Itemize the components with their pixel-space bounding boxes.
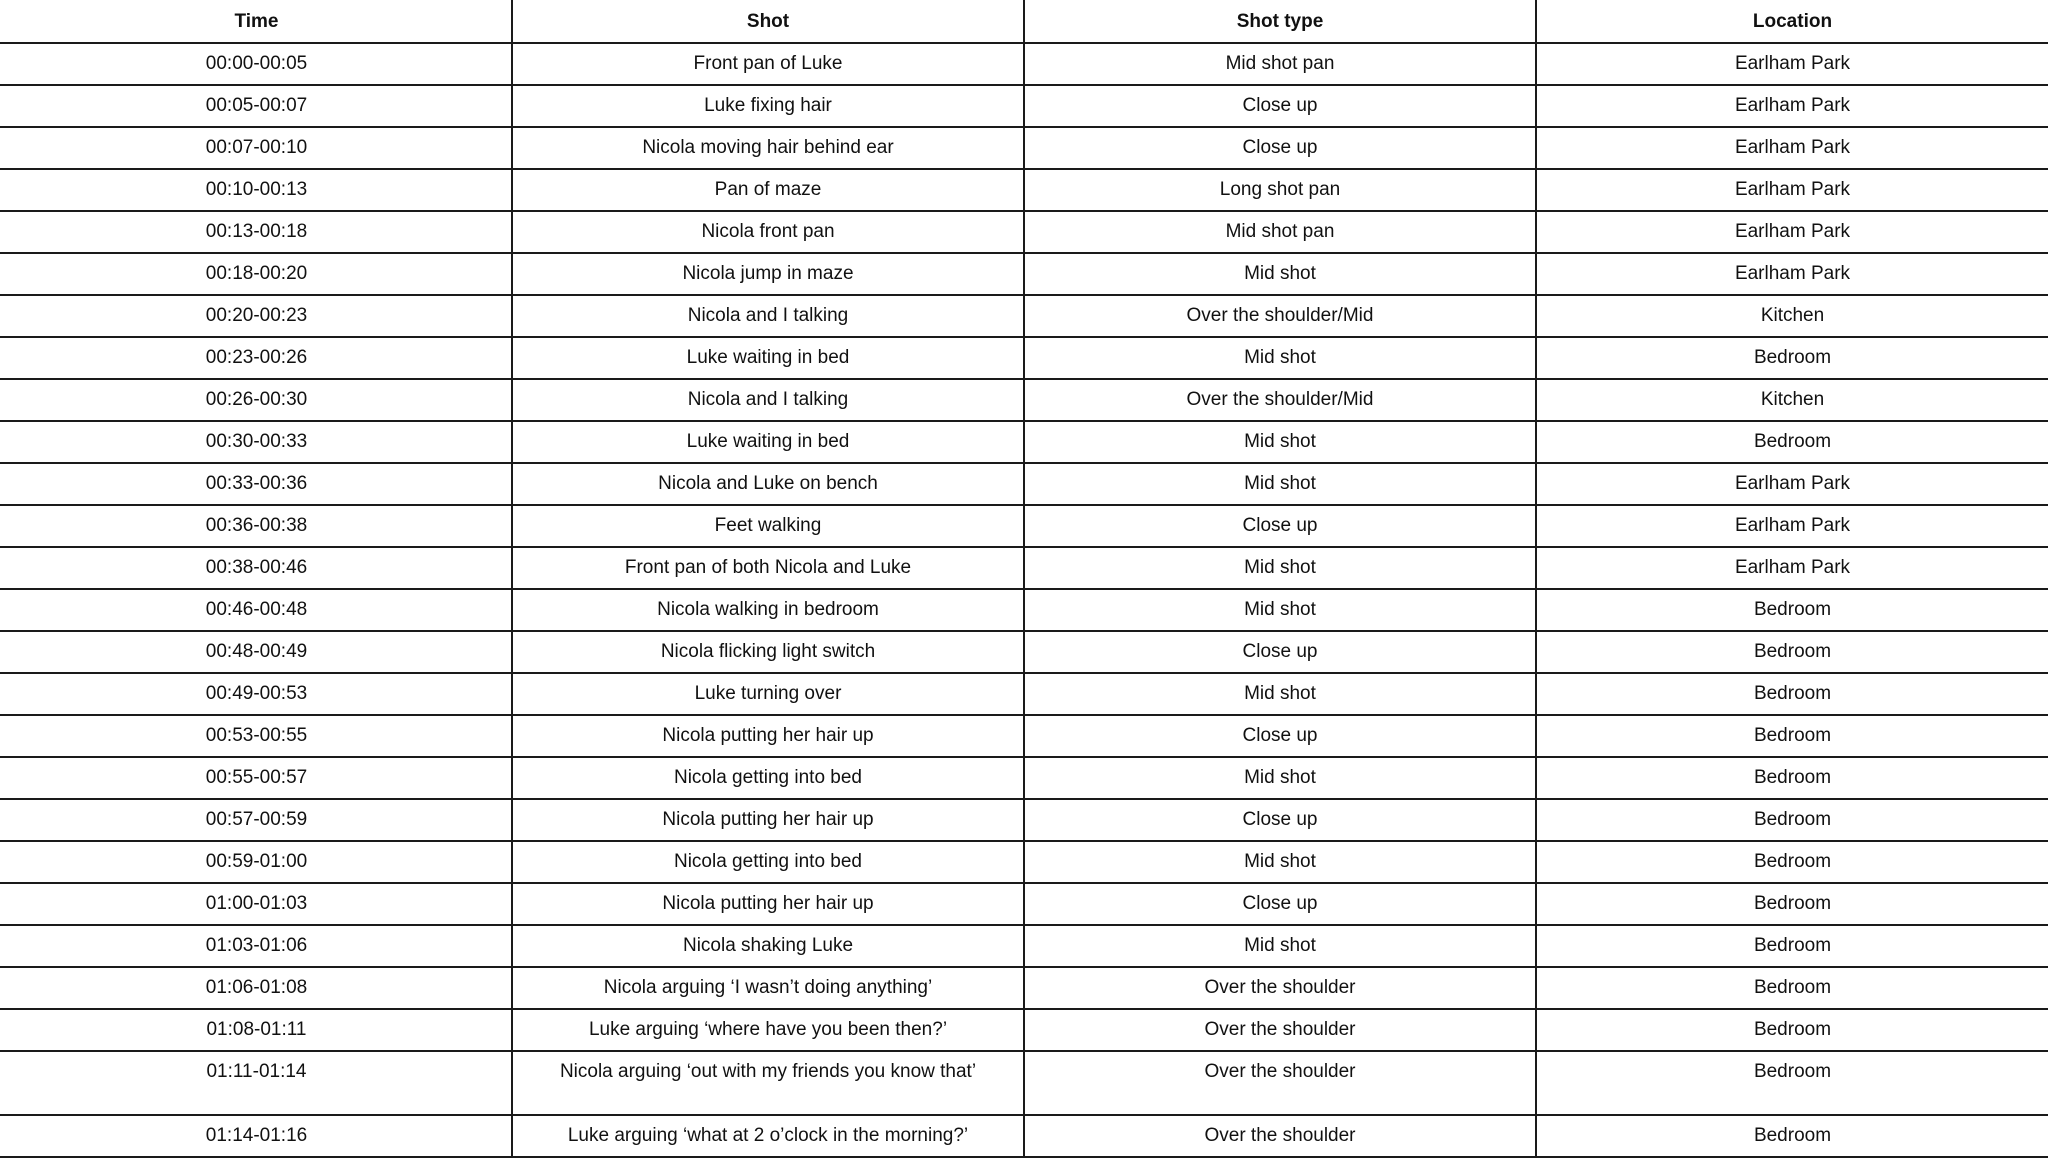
time-cell: 00:13-00:18 [1,211,512,253]
time-cell: 01:03-01:06 [1,925,512,967]
shot-cell: Luke arguing ‘where have you been then?’ [512,1009,1024,1051]
time-cell: 00:46-00:48 [1,589,512,631]
table-row [1,379,2048,421]
table-row [1,85,2048,127]
location-cell: Bedroom [1536,1009,2048,1051]
column-header-time: Time [1,1,512,43]
shot-type-cell: Mid shot [1024,925,1536,967]
shot-cell: Nicola jump in maze [512,253,1024,295]
table-row [1,127,2048,169]
shot-cell: Pan of maze [512,169,1024,211]
time-cell: 00:36-00:38 [1,505,512,547]
shot-cell: Luke fixing hair [512,85,1024,127]
location-cell: Bedroom [1536,799,2048,841]
shot-cell: Luke arguing ‘what at 2 o’clock in the morning?’ [512,1115,1024,1157]
location-cell: Earlham Park [1536,547,2048,589]
location-cell: Bedroom [1536,757,2048,799]
shot-cell: Nicola putting her hair up [512,799,1024,841]
column-header-shot-type: Shot type [1024,1,1536,43]
time-cell: 00:05-00:07 [1,85,512,127]
table-row [1,253,2048,295]
shot-type-cell: Over the shoulder [1024,1051,1536,1115]
time-cell: 00:20-00:23 [1,295,512,337]
time-cell: 00:55-00:57 [1,757,512,799]
shot-cell: Nicola front pan [512,211,1024,253]
location-cell: Bedroom [1536,631,2048,673]
location-cell: Kitchen [1536,295,2048,337]
shot-cell: Nicola getting into bed [512,841,1024,883]
table-row [1,1009,2048,1051]
table-row [1,505,2048,547]
time-cell: 00:49-00:53 [1,673,512,715]
time-cell: 00:38-00:46 [1,547,512,589]
table-row [1,715,2048,757]
time-cell: 00:48-00:49 [1,631,512,673]
time-cell: 01:00-01:03 [1,883,512,925]
table-row [1,673,2048,715]
table-row [1,925,2048,967]
location-cell: Earlham Park [1536,127,2048,169]
location-cell: Kitchen [1536,379,2048,421]
table-row [1,295,2048,337]
time-cell: 00:10-00:13 [1,169,512,211]
shot-type-cell: Over the shoulder [1024,967,1536,1009]
table-row [1,757,2048,799]
shot-cell: Nicola putting her hair up [512,715,1024,757]
time-cell: 00:18-00:20 [1,253,512,295]
location-cell: Bedroom [1536,673,2048,715]
shot-cell: Nicola getting into bed [512,757,1024,799]
shot-type-cell: Mid shot [1024,757,1536,799]
shot-cell: Nicola putting her hair up [512,883,1024,925]
table-row [1,631,2048,673]
location-cell: Bedroom [1536,925,2048,967]
table-row [1,421,2048,463]
shot-type-cell: Mid shot pan [1024,211,1536,253]
shot-type-cell: Close up [1024,505,1536,547]
location-cell: Earlham Park [1536,505,2048,547]
location-cell: Bedroom [1536,967,2048,1009]
location-cell: Bedroom [1536,883,2048,925]
location-cell: Bedroom [1536,715,2048,757]
location-cell: Earlham Park [1536,169,2048,211]
table-row [1,43,2048,85]
shot-type-cell: Mid shot [1024,337,1536,379]
location-cell: Bedroom [1536,337,2048,379]
shot-type-cell: Mid shot [1024,463,1536,505]
shot-type-cell: Mid shot pan [1024,43,1536,85]
time-cell: 01:11-01:14 [1,1051,512,1115]
table-row [1,463,2048,505]
shot-cell: Front pan of both Nicola and Luke [512,547,1024,589]
shot-type-cell: Mid shot [1024,253,1536,295]
time-cell: 00:26-00:30 [1,379,512,421]
shot-cell: Front pan of Luke [512,43,1024,85]
time-cell: 01:06-01:08 [1,967,512,1009]
time-cell: 01:08-01:11 [1,1009,512,1051]
location-cell: Earlham Park [1536,43,2048,85]
table-row [1,841,2048,883]
shot-type-cell: Close up [1024,715,1536,757]
time-cell: 00:23-00:26 [1,337,512,379]
shot-type-cell: Mid shot [1024,547,1536,589]
shot-type-cell: Over the shoulder [1024,1115,1536,1157]
shot-type-cell: Close up [1024,883,1536,925]
shot-type-cell: Long shot pan [1024,169,1536,211]
shot-cell: Nicola and I talking [512,379,1024,421]
shot-cell: Luke waiting in bed [512,337,1024,379]
shot-type-cell: Close up [1024,799,1536,841]
shot-cell: Feet walking [512,505,1024,547]
location-cell: Earlham Park [1536,85,2048,127]
location-cell: Bedroom [1536,589,2048,631]
table-row [1,211,2048,253]
location-cell: Bedroom [1536,841,2048,883]
column-header-shot: Shot [512,1,1024,43]
table-row [1,589,2048,631]
table-row [1,169,2048,211]
shot-type-cell: Over the shoulder [1024,1009,1536,1051]
table-row [1,337,2048,379]
table-row [1,967,2048,1009]
location-cell: Bedroom [1536,1051,2048,1115]
shot-cell: Nicola walking in bedroom [512,589,1024,631]
shot-type-cell: Over the shoulder/Mid [1024,295,1536,337]
time-cell: 00:00-00:05 [1,43,512,85]
location-cell: Earlham Park [1536,253,2048,295]
location-cell: Earlham Park [1536,211,2048,253]
location-cell: Bedroom [1536,1115,2048,1157]
shot-type-cell: Mid shot [1024,589,1536,631]
shot-cell: Nicola and Luke on bench [512,463,1024,505]
column-header-location: Location [1536,1,2048,43]
time-cell: 00:33-00:36 [1,463,512,505]
time-cell: 00:59-01:00 [1,841,512,883]
shot-type-cell: Over the shoulder/Mid [1024,379,1536,421]
shot-cell: Luke turning over [512,673,1024,715]
shot-cell: Nicola moving hair behind ear [512,127,1024,169]
table-row [1,1115,2048,1157]
time-cell: 00:30-00:33 [1,421,512,463]
shot-cell: Nicola flicking light switch [512,631,1024,673]
shot-type-cell: Mid shot [1024,673,1536,715]
header-row [1,1,2048,43]
shot-type-cell: Close up [1024,127,1536,169]
shot-cell: Luke waiting in bed [512,421,1024,463]
location-cell: Bedroom [1536,421,2048,463]
shot-cell: Nicola arguing ‘out with my friends you know that’ [512,1051,1024,1115]
shot-type-cell: Mid shot [1024,421,1536,463]
shot-type-cell: Close up [1024,631,1536,673]
table-row [1,883,2048,925]
time-cell: 00:07-00:10 [1,127,512,169]
time-cell: 00:53-00:55 [1,715,512,757]
table-row [1,799,2048,841]
time-cell: 00:57-00:59 [1,799,512,841]
shot-cell: Nicola arguing ‘I wasn’t doing anything’ [512,967,1024,1009]
table-row [1,547,2048,589]
shot-type-cell: Mid shot [1024,841,1536,883]
shot-cell: Nicola and I talking [512,295,1024,337]
shot-cell: Nicola shaking Luke [512,925,1024,967]
time-cell: 01:14-01:16 [1,1115,512,1157]
location-cell: Earlham Park [1536,463,2048,505]
table-row [1,1051,2048,1115]
shot-type-cell: Close up [1024,85,1536,127]
